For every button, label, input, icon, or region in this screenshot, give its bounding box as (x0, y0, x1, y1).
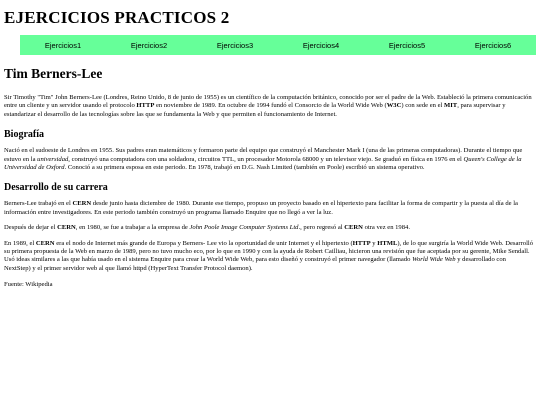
text: , para supervisar y estandarizar el desarrollo de las tecnologías sobre las que se fundamenta la Web y que permiten el funcionamiento de Internet. (4, 102, 506, 118)
nav-link-ejercicios1[interactable]: Ejercicios1 (44, 40, 82, 50)
text: ., pero regresó al (298, 224, 345, 232)
text: , construyó una computadora con una soldadora, circuitos TTL, un procesador Motorola 68000 y un televisor viejo. Se graduó en física en 1976 en el (68, 155, 464, 163)
bold-text: CERN (57, 224, 76, 232)
bold-text: HTML (377, 239, 398, 247)
text: Nació en el sudoeste de Londres en 1955. Sus padres eran matemáticos y formaron parte del equipo que construyó el Manchester Mark I (una de las primeras computadoras). Durante el tiempo que estuvo en la (4, 147, 523, 163)
navbar (20, 35, 536, 55)
nav-link-ejercicios3[interactable]: Ejercicios3 (216, 40, 254, 50)
article (4, 62, 534, 297)
site-title: EJERCICIOS PRACTICOS 2 (4, 8, 230, 27)
text: Después de dejar el (4, 224, 58, 232)
career-paragraph-3 (4, 240, 534, 274)
career-paragraph-2 (4, 224, 534, 232)
text: , en 1980, se fue a trabajar a la empresa de (75, 224, 190, 232)
bold-text: W3C (386, 102, 402, 110)
bold-text: CERN (344, 224, 363, 232)
text: ), de lo que surgiría la World Wide Web. Desarrolló su primera propuesta de la Web en marzo de 1989, pero no tuvo mucho eco, por lo que en 1990 y con la ayuda de Robert Cailliau, hicieron una revisión que fue aceptada por su gerente, Mike Sendall. Usó ideas similares a las que había usado en el sistema Enquire para crear la World Wide Web, para esto diseñó y construyó el primer navegador (llamado (4, 239, 534, 264)
biography-paragraph (4, 147, 534, 172)
text: . Conoció a su primera esposa en este periodo. En 1978, trabajó en D.G. Nash Limited (también en Poole) escribió un sistema operativo. (64, 164, 425, 172)
text: y desarrollado con NextStep) y el primer servidor web al que llamó httpd (HyperText Transfer Protocol daemon). (4, 256, 506, 272)
bold-text: CERN (72, 200, 92, 208)
bold-text: MIT (444, 102, 458, 110)
source-note: Fuente: Wikipedia (4, 281, 53, 289)
bold-text: HTTP (352, 239, 371, 247)
page-title: Tim Berners-Lee (4, 66, 103, 81)
biography-heading: Biografía (4, 129, 44, 141)
italic-text: John Poole Image Computer Systems Ltd (189, 224, 299, 232)
text: era el nodo de Internet más grande de Europa y Berners- Lee vio la oportunidad de unir Internet y el hipertexto ( (54, 239, 353, 247)
nav-link-ejercicios5[interactable]: Ejercicios5 (388, 40, 426, 50)
italic-text: World Wide Web (412, 256, 456, 264)
text: Berners-Lee trabajó en el (4, 200, 73, 208)
text: en noviembre de 1989. En octubre de 1994 fundó el Consorcio de la World Wide Web ( (154, 102, 387, 110)
career-paragraph-1 (4, 200, 534, 217)
italic-text: universidad (37, 155, 69, 163)
text: En 1989, el (4, 239, 36, 247)
bold-text: CERN (35, 239, 55, 247)
intro-paragraph (4, 94, 534, 119)
nav-link-ejercicios2[interactable]: Ejercicios2 (130, 40, 168, 50)
nav-link-ejercicios4[interactable]: Ejercicios4 (302, 40, 340, 50)
text: ) con sede en el (401, 102, 445, 110)
text: y (370, 239, 378, 247)
text: Sir Timothy "Tim" John Berners-Lee (Londres, Reino Unido, 8 de junio de 1955) es un científico de la computación británico, conocido por ser el padre de la Web. Estableció la primera comunicación entre un cliente y un servidor usando el protocolo (4, 94, 532, 110)
text: desde junio hasta diciembre de 1980. Durante ese tiempo, propuso un proyecto basado en el hipertexto para facilitar la forma de compartir y la puesta al día de la información entre investigadores. En este periodo también construyó un programa llamado Enquire que no llegó a ver la luz. (4, 200, 518, 216)
bold-text: HTTP (136, 102, 155, 110)
career-heading: Desarrollo de su carrera (4, 182, 108, 194)
italic-text: Queen's College de la Universidad de Oxford (4, 155, 522, 172)
text: otra vez en 1984. (362, 224, 410, 232)
nav-link-ejercicios6[interactable]: Ejercicios6 (474, 40, 512, 50)
